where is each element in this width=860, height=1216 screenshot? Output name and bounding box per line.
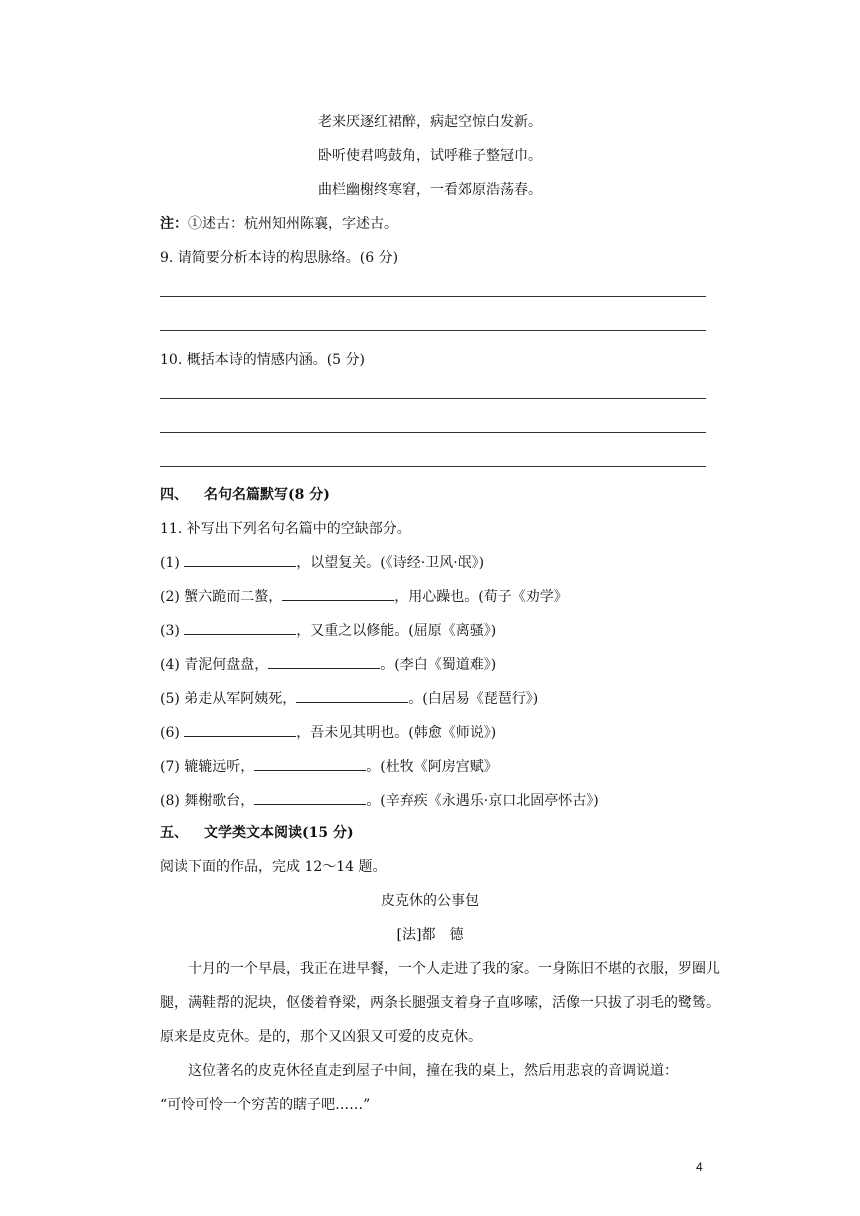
fill-blank[interactable] (268, 654, 380, 669)
fill-item (160, 688, 538, 709)
paragraph-line: 这位著名的皮克休径直走到屋子中间，撞在我的桌上，然后用悲哀的音调说道： (188, 1063, 678, 1079)
fill-blank[interactable] (282, 586, 394, 601)
item-number: (2) (160, 589, 180, 605)
section-number: 五、 (160, 825, 188, 841)
question-9: 9. 请简要分析本诗的构思脉络。(6 分) (160, 250, 399, 266)
section-5-heading (160, 823, 354, 843)
answer-line[interactable] (160, 432, 706, 433)
poem-line: 卧听使君鸣鼓角，试呼稚子整冠巾。 (318, 148, 542, 164)
fill-item (160, 586, 568, 607)
fill-blank[interactable] (184, 552, 296, 567)
item-after: 。(白居易《琵琶行》) (408, 691, 539, 707)
paragraph-line: 十月的一个早晨，我正在进早餐，一个人走进了我的家。一身陈旧不堪的衣服，罗圈儿 (188, 961, 720, 977)
item-before: 弟走从军阿姨死， (184, 691, 297, 707)
answer-line[interactable] (160, 330, 706, 331)
fill-blank[interactable] (184, 722, 296, 737)
item-after: ，又重之以修能。(屈原《离骚》) (296, 623, 497, 639)
section-4-heading (160, 485, 330, 505)
page-number: 4 (696, 1160, 703, 1174)
item-number: (3) (160, 623, 180, 639)
fill-item (160, 790, 599, 811)
fill-blank[interactable] (184, 620, 296, 635)
paragraph-line: 腿，满鞋帮的泥块，伛偻着脊梁，两条长腿强支着身子直哆嗦，活像一只拔了羽毛的鹭鸶。 (160, 995, 720, 1011)
item-after: ，吾未见其明也。(韩愈《师说》) (296, 725, 497, 741)
item-after: 。(杜牧《阿房宫赋》 (366, 759, 498, 775)
poem-line: 老来厌逐红裙醉，病起空惊白发新。 (318, 114, 542, 130)
item-before: 舞榭歌台， (184, 793, 255, 809)
item-before: 蟹六跪而二螯， (184, 589, 283, 605)
story-title: 皮克休的公事包 (381, 893, 479, 909)
answer-line[interactable] (160, 466, 706, 467)
paragraph-line: 原来是皮克休。是的，那个又凶狠又可爱的皮克休。 (160, 1029, 482, 1045)
question-11: 11. 补写出下列名句名篇中的空缺部分。 (160, 521, 411, 537)
fill-blank[interactable] (296, 688, 408, 703)
fill-blank[interactable] (254, 756, 366, 771)
reading-intro: 阅读下面的作品，完成 12～14 题。 (160, 859, 387, 875)
fill-item (160, 756, 498, 777)
item-after: ，用心躁也。(荀子《劝学》 (394, 589, 568, 605)
note-label: 注： (160, 216, 188, 232)
story-author: [法]都 德 (396, 927, 464, 943)
fill-item (160, 620, 496, 641)
item-after: 。(李白《蜀道难》) (380, 657, 497, 673)
item-number: (8) (160, 793, 180, 809)
item-before: 青泥何盘盘， (184, 657, 269, 673)
question-10: 10. 概括本诗的情感内涵。(5 分) (160, 352, 365, 368)
item-number: (5) (160, 691, 180, 707)
item-number: (6) (160, 725, 180, 741)
fill-item (160, 654, 496, 675)
fill-blank[interactable] (254, 790, 366, 805)
section-title: 文学类文本阅读(15 分) (204, 825, 354, 841)
item-number: (7) (160, 759, 180, 775)
poem-line: 曲栏幽榭终寒窘，一看郊原浩荡春。 (318, 182, 542, 198)
fill-item (160, 552, 484, 573)
fill-item (160, 722, 496, 743)
paragraph-line: “可怜可怜一个穷苦的瞎子吧……” (160, 1097, 371, 1113)
answer-line[interactable] (160, 398, 706, 399)
answer-line[interactable] (160, 296, 706, 297)
item-number: (4) (160, 657, 180, 673)
item-after: 。(辛弃疾《永遇乐·京口北固亭怀古》) (366, 793, 599, 809)
note-text: ①述古：杭州知州陈襄，字述古。 (188, 216, 398, 232)
item-number: (1) (160, 555, 180, 571)
section-title: 名句名篇默写(8 分) (204, 487, 330, 503)
item-before: 辘辘远听， (184, 759, 255, 775)
poem-note (160, 214, 398, 234)
section-number: 四、 (160, 487, 188, 503)
item-after: ，以望复关。(《诗经·卫风·氓》) (296, 555, 485, 571)
